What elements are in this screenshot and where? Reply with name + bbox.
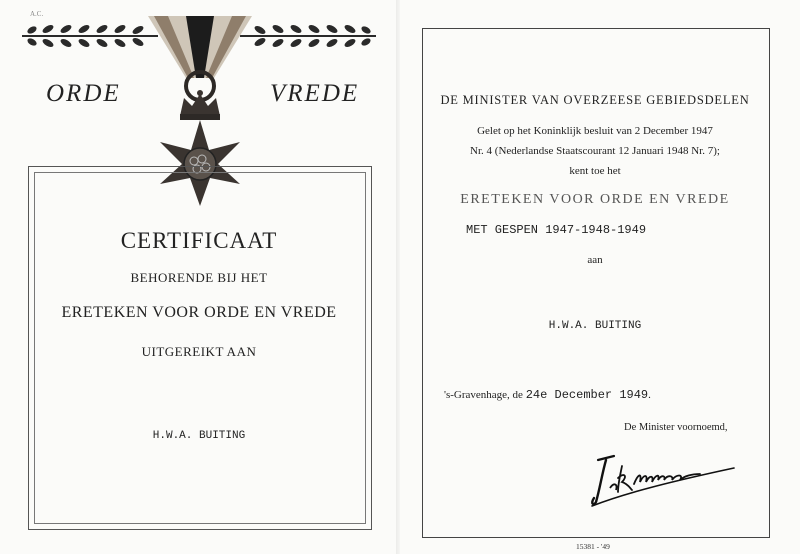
decree-line-3: kent toe het	[569, 165, 621, 177]
decree-line-1: Gelet op het Koninklijk besluit van 2 December 1947	[477, 125, 713, 137]
corner-mark: A.C.	[30, 10, 44, 18]
certificate-line-1: BEHORENDE BIJ HET	[130, 270, 268, 285]
right-page	[398, 0, 800, 554]
handwritten-signature	[588, 444, 738, 514]
minister-header: DE MINISTER VAN OVERZEESE GEBIEDSDELEN	[440, 93, 750, 107]
clasps-line: MET GESPEN 1947-1948-1949	[466, 223, 647, 237]
aan-word: aan	[587, 254, 603, 266]
right-laurel-branch	[240, 23, 376, 48]
issue-date: 24e December 1949	[525, 388, 649, 402]
left-laurel-branch	[22, 23, 158, 48]
vrede-word: VREDE	[270, 80, 360, 107]
decree-line-2: Nr. 4 (Nederlandse Staatscourant 12 Januari 1948 Nr. 7);	[470, 145, 720, 157]
right-recipient: H.W.A. BUITING	[548, 320, 642, 332]
certificate-title: CERTIFICAAT	[120, 228, 278, 253]
signatory-line: De Minister voornoemd,	[624, 422, 728, 433]
left-page	[0, 0, 398, 554]
certificate-line-3: UITGEREIKT AAN	[141, 344, 257, 359]
certificate-line-2: ERETEKEN VOOR ORDE EN VREDE	[61, 304, 337, 321]
place-date-line	[444, 388, 651, 402]
place-suffix: .	[648, 389, 651, 401]
orde-word: ORDE	[46, 80, 121, 107]
left-recipient: H.W.A. BUITING	[152, 430, 246, 442]
footer-code: 15381 - '49	[576, 542, 610, 551]
award-name: ERETEKEN VOOR ORDE EN VREDE	[460, 192, 730, 207]
place-prefix: 's-Gravenhage, de	[444, 389, 523, 401]
